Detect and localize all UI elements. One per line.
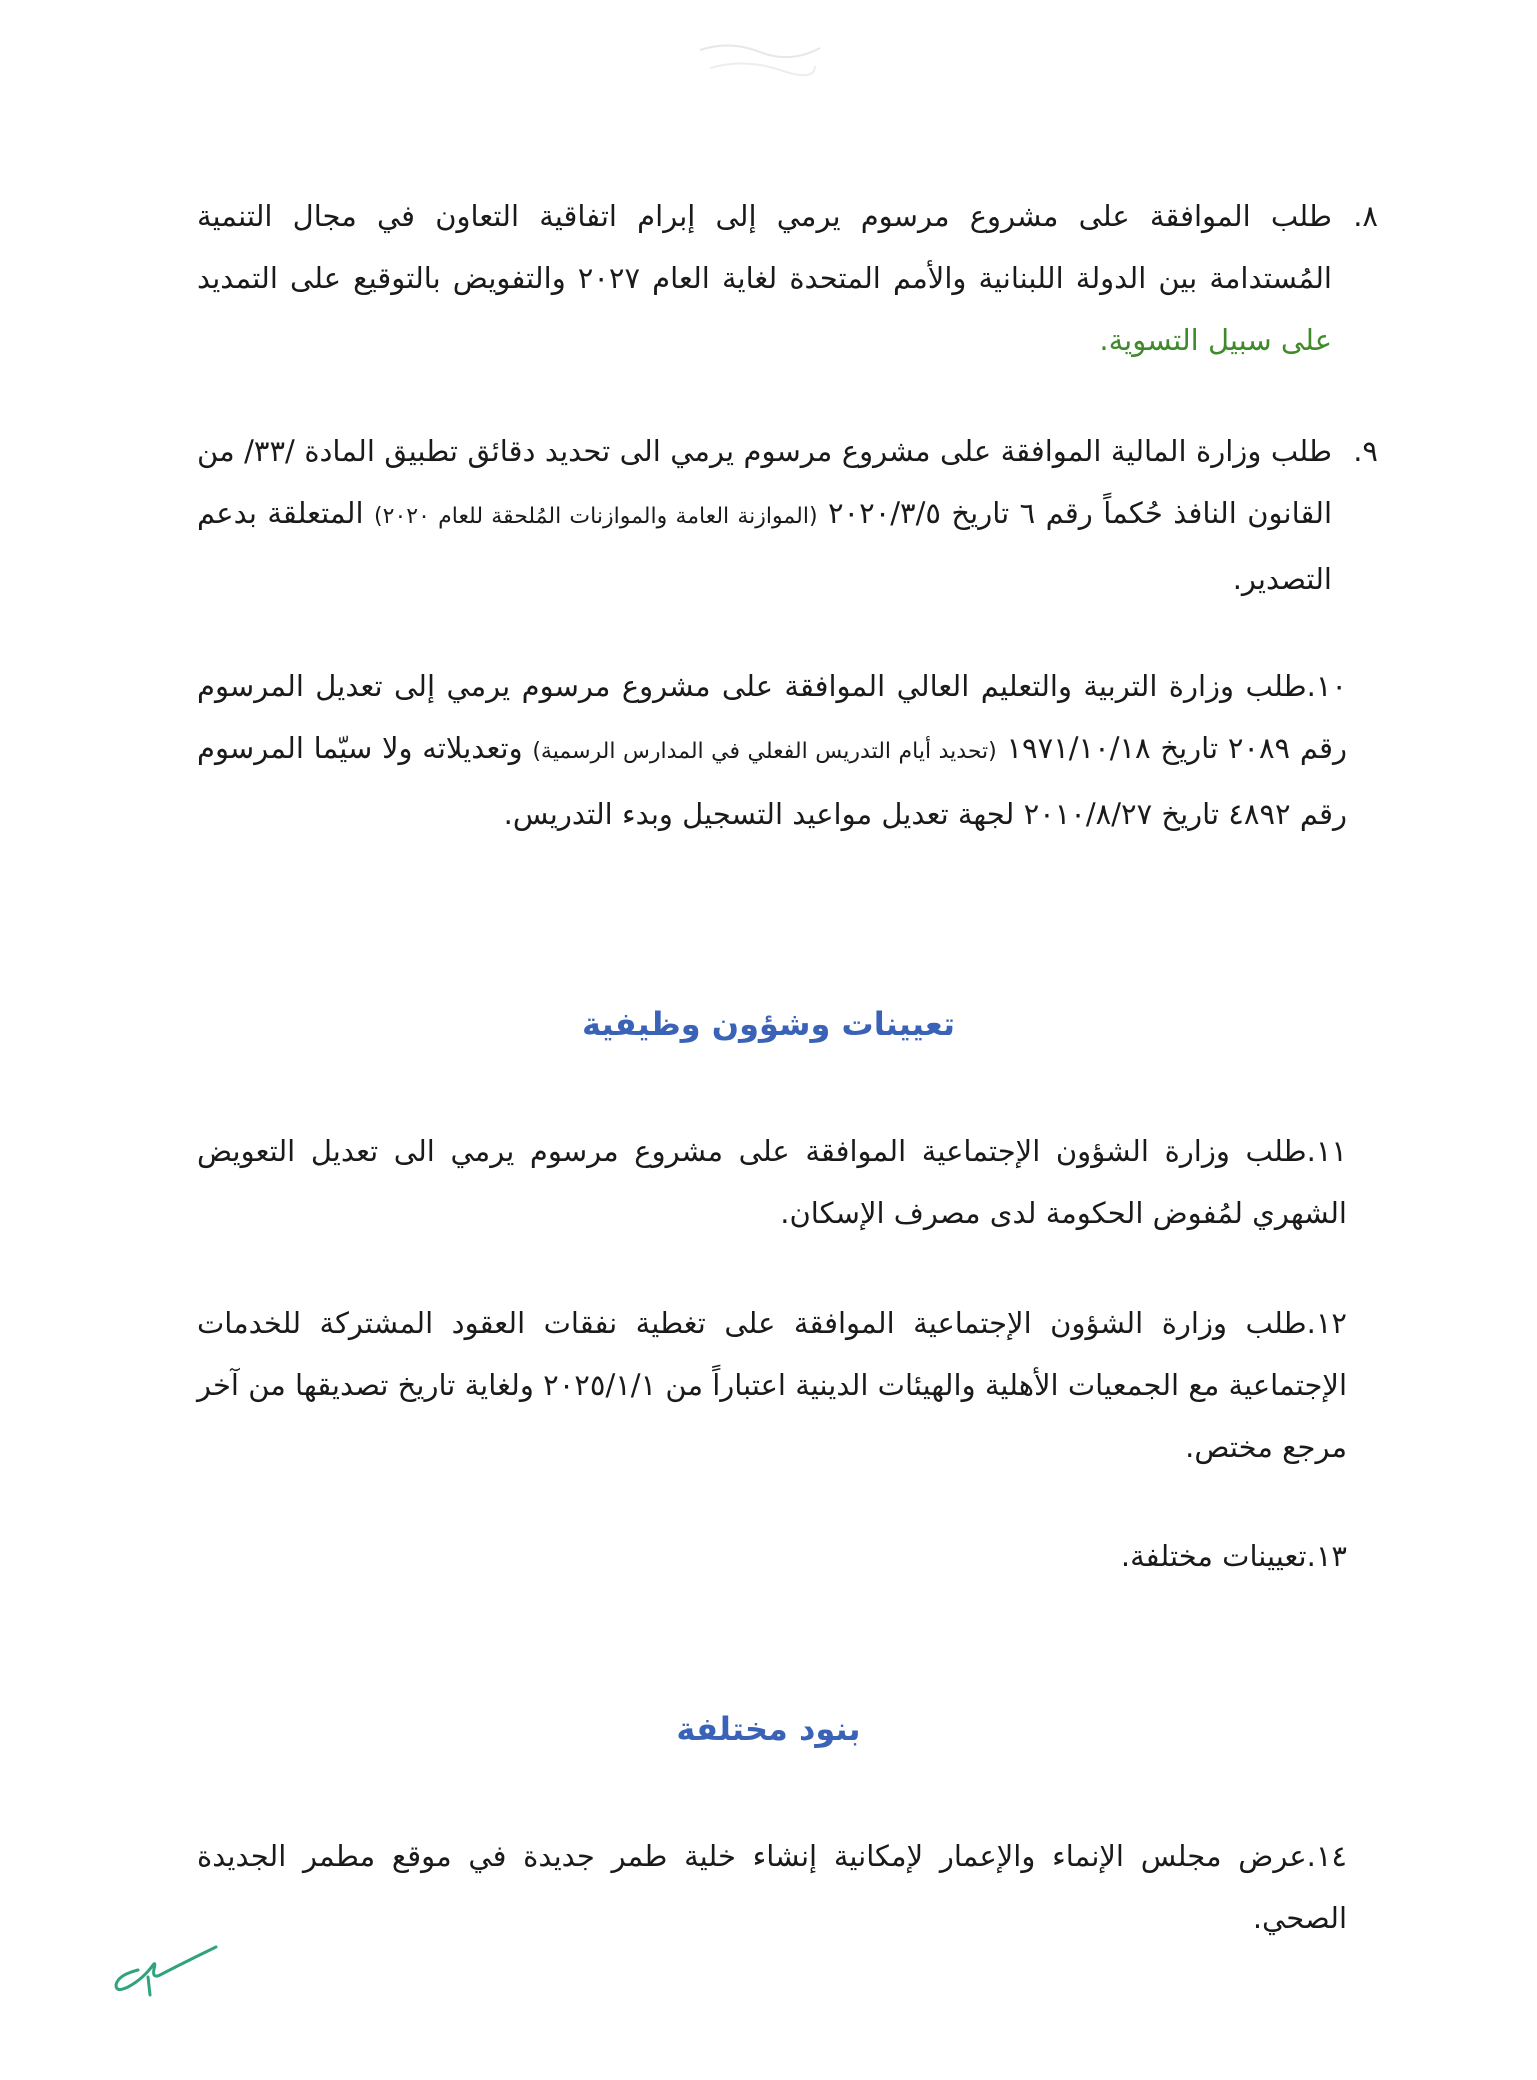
item-text-continued: وتعديلاته ولا سيّما المرسوم رقم ٤٨٩٢ تاريخ ٢٠١٠/٨/٢٧ لجهة تعديل مواعيد التسجيل وبدء التدريس. bbox=[197, 731, 1347, 831]
item-text: طلب وزارة المالية الموافقة على مشروع مرسوم يرمي الى تحديد دقائق تطبيق المادة /٣٣/ من القانون النافذ حُكماً رقم ٦ تاريخ ٢٠٢٠/٣/٥ bbox=[197, 434, 1332, 530]
agenda-item-10 bbox=[197, 655, 1347, 845]
item-text: طلب وزارة الشؤون الإجتماعية الموافقة على مشروع مرسوم يرمي الى تعديل التعويض الشهري لمُفوض الحكومة لدى مصرف الإسكان. bbox=[197, 1134, 1347, 1230]
item-number: ١٣. bbox=[1306, 1539, 1347, 1573]
agenda-item-14 bbox=[197, 1825, 1347, 1949]
item-number: ٩. bbox=[1353, 434, 1378, 468]
item-text-parenthetical: (تحديد أيام التدريس الفعلي في المدارس الرسمية) bbox=[532, 739, 997, 764]
item-number: ١٠. bbox=[1306, 669, 1347, 703]
item-text: عرض مجلس الإنماء والإعمار لإمكانية إنشاء خلية طمر جديدة في موقع مطمر الجديدة الصحي. bbox=[197, 1839, 1347, 1935]
item-number: ١١. bbox=[1306, 1134, 1347, 1168]
agenda-item-9 bbox=[197, 420, 1378, 610]
agenda-item-11 bbox=[197, 1120, 1347, 1244]
item-text: طلب وزارة التربية والتعليم العالي الموافقة على مشروع مرسوم يرمي إلى تعديل المرسوم رقم ٢٠٨٩ تاريخ ١٩٧١/١٠/١٨ bbox=[197, 669, 1348, 765]
item-text: تعيينات مختلفة. bbox=[1120, 1539, 1307, 1573]
item-text: طلب وزارة الشؤون الإجتماعية الموافقة على تغطية نفقات العقود المشتركة للخدمات الإجتماعية مع الجمعيات الأهلية والهيئات الدينية اعتباراً من ٢٠٢٥/١/١ ولغاية تاريخ تصديقها من آخر مرجع مختص. bbox=[197, 1306, 1348, 1464]
item-text-continued: المتعلقة بدعم التصدير. bbox=[197, 496, 1332, 596]
item-number: ١٢. bbox=[1306, 1306, 1347, 1340]
stamp-mark-icon bbox=[690, 30, 830, 90]
agenda-item-12 bbox=[197, 1292, 1347, 1478]
item-number: ١٤. bbox=[1306, 1839, 1347, 1873]
item-text: طلب الموافقة على مشروع مرسوم يرمي إلى إبرام اتفاقية التعاون في مجال التنمية المُستدامة بين الدولة اللبنانية والأمم المتحدة لغاية العام ٢٠٢٧ والتفويض بالتوقيع على التمديد bbox=[197, 199, 1332, 295]
agenda-item-13 bbox=[197, 1525, 1347, 1587]
agenda-item-8 bbox=[197, 185, 1378, 371]
section-heading-appointments: تعيينات وشؤون وظيفية bbox=[582, 1005, 955, 1043]
signature-icon bbox=[108, 1935, 228, 2005]
item-text-highlight: على سبيل التسوية. bbox=[1099, 323, 1332, 357]
item-text-parenthetical: (الموازنة العامة والموازنات المُلحقة للعام ٢٠٢٠) bbox=[374, 504, 818, 529]
item-number: ٨. bbox=[1353, 199, 1378, 233]
section-heading-misc: بنود مختلفة bbox=[676, 1710, 861, 1748]
